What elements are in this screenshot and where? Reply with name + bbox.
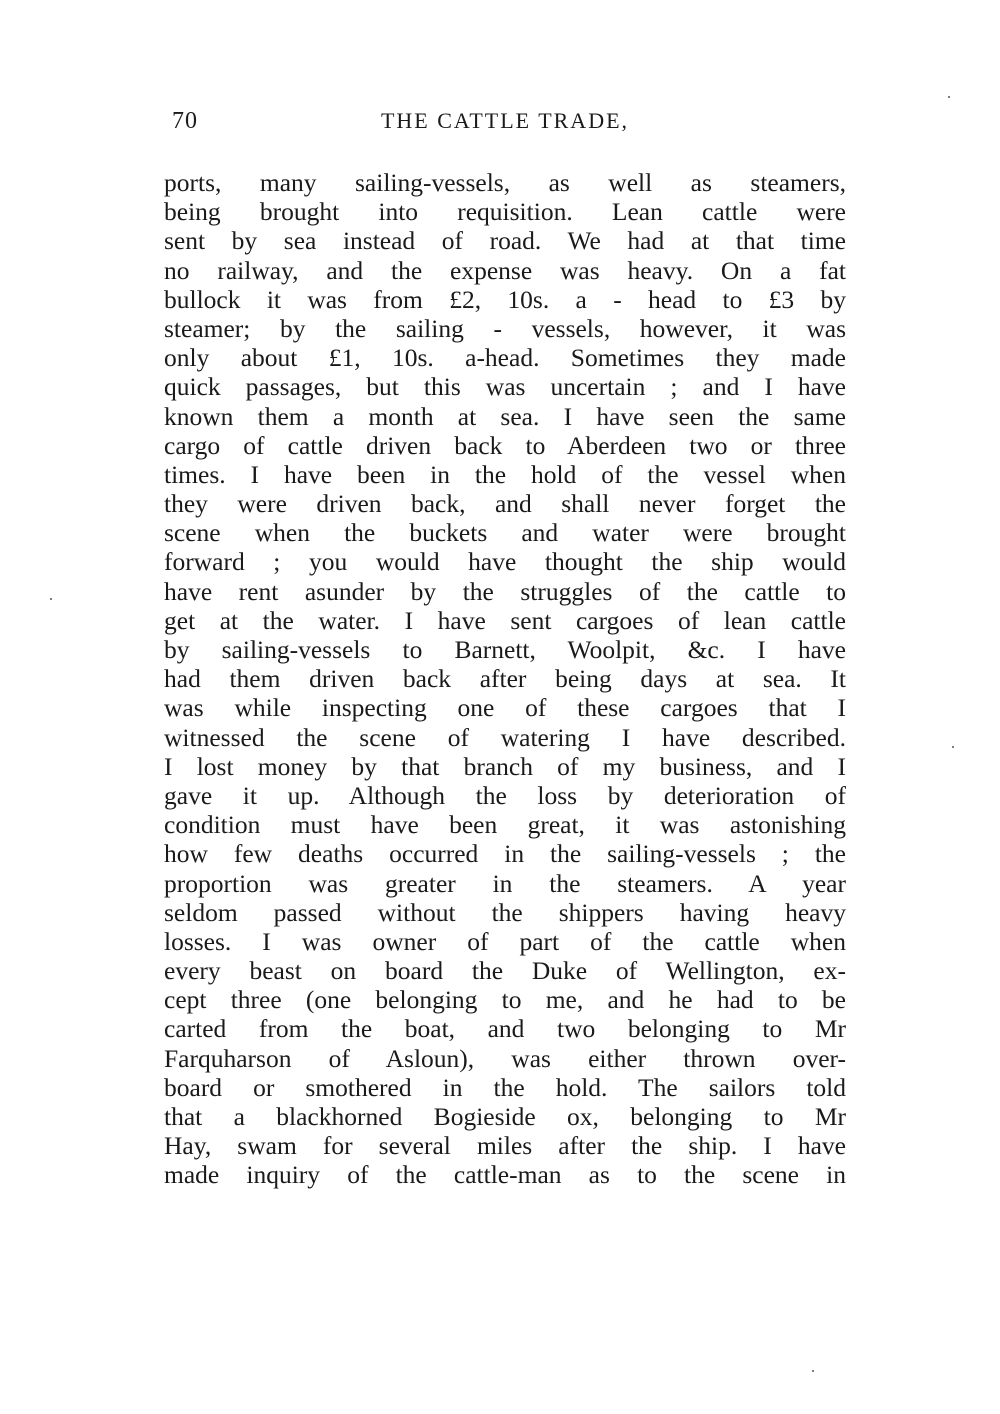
text-line: ports, many sailing-vessels, as well as steamers, <box>164 168 846 197</box>
text-line: that a blackhorned Bogieside ox, belonging to Mr <box>164 1102 846 1131</box>
running-header <box>162 108 848 144</box>
text-line: only about £1, 10s. a-head. Sometimes they made <box>164 343 846 373</box>
scan-speck <box>948 96 950 98</box>
page-number: 70 <box>172 108 198 134</box>
text-line: no railway, and the expense was heavy. On a fat <box>164 255 846 285</box>
text-line: witnessed the scene of watering I have described. <box>164 722 846 752</box>
text-line: bullock it was from £2, 10s. a - head to £3 by <box>164 284 846 314</box>
text-line: they were driven back, and shall never forget the <box>164 489 846 519</box>
text-line: known them a month at sea. I have seen the same <box>164 401 846 431</box>
text-line: Hay, swam for several miles after the ship. I have <box>164 1131 846 1161</box>
text-line: I lost money by that branch of my business, and I <box>164 751 846 781</box>
text-line: get at the water. I have sent cargoes of lean cattle <box>164 605 846 635</box>
text-line: forward ; you would have thought the ship would <box>164 547 846 577</box>
scan-speck <box>952 746 954 748</box>
text-line: losses. I was owner of part of the cattle when <box>164 926 846 956</box>
text-line: how few deaths occurred in the sailing-vessels ; the <box>164 839 846 869</box>
text-line: proportion was greater in the steamers. A year <box>164 868 846 898</box>
text-line: board or smothered in the hold. The sailors told <box>164 1072 846 1102</box>
text-line: was while inspecting one of these cargoes that I <box>164 693 846 723</box>
text-line: cept three (one belonging to me, and he had to be <box>164 985 846 1015</box>
text-line: Farquharson of Asloun), was either thrown over- <box>164 1043 846 1073</box>
scan-speck <box>50 598 52 600</box>
text-line: carted from the boat, and two belonging to Mr <box>164 1014 846 1044</box>
text-line: sent by sea instead of road. We had at that time <box>164 226 846 256</box>
text-line: by sailing-vessels to Barnett, Woolpit, &c. I have <box>164 635 846 664</box>
scan-speck <box>812 1370 814 1372</box>
text-line: condition must have been great, it was astonishing <box>164 810 846 840</box>
text-line: every beast on board the Duke of Wellington, ex- <box>164 956 846 986</box>
text-line: had them driven back after being days at sea. It <box>164 664 846 694</box>
text-line: made inquiry of the cattle-man as to the scene in <box>164 1160 846 1190</box>
running-title: THE CATTLE TRADE, <box>380 108 630 133</box>
text-line: quick passages, but this was uncertain ; and I have <box>164 372 846 402</box>
text-line: seldom passed without the shippers having heavy <box>164 897 846 927</box>
text-line: cargo of cattle driven back to Aberdeen two or three <box>164 430 846 460</box>
text-line: steamer; by the sailing - vessels, however, it was <box>164 313 846 343</box>
text-line: being brought into requisition. Lean cattle were <box>164 197 846 227</box>
body-text <box>164 168 846 1190</box>
text-line: times. I have been in the hold of the vessel when <box>164 459 846 489</box>
text-line: have rent asunder by the struggles of the cattle to <box>164 576 846 606</box>
text-line: gave it up. Although the loss by deterioration of <box>164 780 846 810</box>
text-line: scene when the buckets and water were brought <box>164 518 846 548</box>
